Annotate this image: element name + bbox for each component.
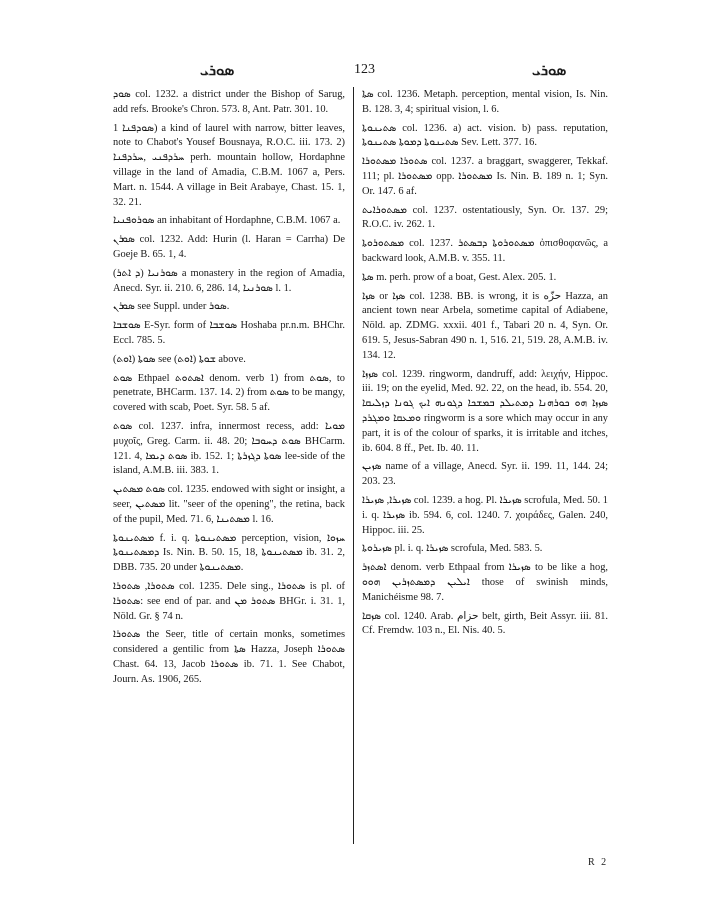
dictionary-entry: ܣܬܝܢܘܬܐ col. 1236. a) act. vision. b) pass. reputation, ܣܬܝܢܘܬܐ ܕܡܘܬܐ ܣܬܝܢܘܬܐ Sev. Lett. 377. 16. <box>362 122 608 149</box>
column-divider <box>353 87 354 844</box>
dictionary-entry: ܣܙܙܐ col. 1239. ringworm, dandruff, add: λειχήν, Hippoc. iii. 19; on the eyelid, Med. 92. 22, on the head, ib. 554. 20, ܣܙܙܐ ܗܘ ܟܘܪܗܢܐ ܕܡܬܝܠܕ ܒܡܫܟܐ ܕܓܘܢܗ ܐܝܟ ܓܘܢܐ ܕܙܠܝܩܐ ܘܡܥܩܐ ܘܡܓܪܕ ringworm is a sore which may occur in any part, it is of the colour of sparks, it is irritable and itches, ib. 604. 8 ff., Pet. Ib. 40. 11. <box>362 368 608 454</box>
page-number: 123 <box>354 62 375 77</box>
dictionary-entry: ܣܘܕ col. 1232. a district under the Bishop of Sarug, add refs. Brooke's Chron. 573. 8, Ant. Patr. 301. 10. <box>113 89 345 115</box>
left-column <box>113 88 345 691</box>
dictionary-entry: ܣܙܝܪܘܬܐ pl. i. q. ܣܙܝܪܐ scrofula, Med. 583. 5. <box>362 543 543 555</box>
dictionary-entry: ܣܘܕܦܢܐ 1) a kind of laurel with narrow, bitter leaves, note to Chabot's Yousef Bousnaya, R.O.C. iii. 173. 2) ܚܪܕܦܢܝ ,ܚܪܕܦܢܐ perh. mountain hollow, Hordaphne village in the land of Amadia, C.B.M. 1067 a, Pers. Mart. n. 1544. A village in Beit Arabaye, Chast. 15. 1, 32. 21. <box>113 122 345 208</box>
dictionary-entry: ܣܘܬ Ethpael ܐܣܬܘܬ denom. verb 1) from ܣܘܬ, to penetrate, BHCarm. 137. 14. 2) from ܣܘܬ to be mangy, covered with scab, Poet. Syr. 58. 5 af. <box>113 372 345 414</box>
dictionary-entry: ܣܘܪܢܝܐ (ܕ ܐܬܪ) a monastery in the region of Amadia, Anecd. Syr. ii. 210. 6, 286. 14, ܣܘܪܢܝܐ l. 1. <box>113 267 345 294</box>
dictionary-entry: ܣܙܝܢ name of a village, Anecd. Syr. ii. 199. 11, 144. 24; 203. 23. <box>362 461 608 488</box>
dictionary-entry: ܣܘܫܒܐ E-Syr. form of ܣܘܫܒܐ Hoshaba pr.n.m. BHChr. Eccl. 785. 5. <box>113 320 345 346</box>
dictionary-entry: ܣܘܬ col. 1237. infra, innermost recess, add: ܡܘܝܐ μυχοῖς, Greg. Carm. ii. 48. 20; ܣܘܬ ܕܚܘܒܐ BHCarm. 121. 4, ܣܘܬ ܕܝܡܐ ib. 152. 1; ܣܘܬܐ ܕܓܙܪܬܐ lee-side of the island, A.M.B. iii. 383. 1. <box>113 420 346 477</box>
dictionary-entry: ܡܣܬܘܪܐܝܬ col. 1237. ostentatiously, Syn. Or. 137. 29; R.O.C. iv. 262. 1. <box>362 204 608 231</box>
dictionary-entry: ܣܬܐ m. perh. prow of a boat, Gest. Alex. 205. 1. <box>362 271 557 283</box>
dictionary-entry: ܣܬܘܪܐ the Seer, title of certain monks, sometimes considered a gentilic from ܣܬܐ Hazza, Joseph ܣܬܘܪܐ Chast. 64. 13, Jacob ܣܬܘܪܐ ib. 71. 1. See Chabot, Journ. As. 1906, 265. <box>113 629 345 685</box>
running-head-right: ܣܘܪܝ <box>532 63 567 79</box>
dictionary-entry: ܣܘܪܘܦܢܝܐ an inhabitant of Hordaphne, C.B.M. 1067 a. <box>113 215 341 227</box>
page-header <box>108 62 640 82</box>
dictionary-entry: ܣܘܬܐ (ܐܘܬ) see ܫܘܬܐ (ܐܘܬ) above. <box>113 353 246 365</box>
signature-mark: R 2 <box>588 857 609 868</box>
dictionary-entry: ܣܘܪܢ col. 1232. Add: Hurin (l. Haran = Carrha) De Goeje B. 65. 1, 4. <box>113 234 345 260</box>
dictionary-entry: ܣܙܩܐ col. 1240. Arab. حزام belt, girth, Beit Assyr. iii. 81. Cf. Fremdw. 103 n., El. Nis. 40. 5. <box>362 610 609 637</box>
dictionary-entry: ܡܣܬܘܪܘܬܐ col. 1237. ܡܣܬܘܪܘܬܐ ܕܒܣܬܪ ὀπισθοφανῶς, a backward look, A.M.B. v. 355. 11. <box>362 238 609 264</box>
dictionary-entry: ܣܙܝܪܐ, ܣܙܝܪܐ col. 1239. a hog. Pl. ܣܙܝܪܐ scrofula, Med. 50. 1 i. q. ܣܙܝܪܐ ib. 594. 6, col. 1240. 7. χοιράδες, Galen. 240, Hippoc. iii. 25. <box>362 494 608 536</box>
right-column <box>362 88 608 643</box>
dictionary-entry: ܣܘܪܢ see Suppl. under ܣܘܪ. <box>113 301 230 313</box>
dictionary-entry: ܣܙܐ or ܣܙܐ col. 1238. BB. is wrong, it is حزّه Hazza, an ancient town near Arbela, sometime capital of Adiabene, Nöld. ap. ZDMG. xxxii. 401 f., Tabari 20 n. 4, Syn. Or. 619. 5, Jesus-Sabran 490 n. 1, 516. 21, 519. 28, A.M.B. iv. 134. 12. <box>362 290 608 361</box>
dictionary-entry: ܐܣܬܙܪ denom. verb Ethpaal from ܣܙܝܪܐ to be like a hog, ܐܝܠܝܢ ܕܡܣܬܙܪܝܢ ܗܘܘ those of swinish minds, Manichéisme 98. 7. <box>362 562 608 603</box>
dictionary-entry: ܣܘܬ ܡܣܬܝܢ col. 1235. endowed with sight or insight, a seer, ܡܣܬܝܢ lit. "seer of the opening", the retina, back of the pupil, Med. 71. 6, ܡܣܬܝܢܐ l. 16. <box>113 484 346 525</box>
dictionary-entry: ܣܬܘܪܐ, ܣܬܘܪܐ col. 1235. Dele sing., ܣܬܘܪܐ is pl. of ܣܬܘܪܐ: see end of par. and ܣܬܘܪ ܡܢ BHGr. i. 31. 1, Nöld. Gr. § 74 n. <box>113 580 346 622</box>
dictionary-entry: ܡܣܬܝܢܘܬܐ f. i. q. ܡܣܬܝܢܘܬܐ perception, vision, ܚܙܘܐ ܕܡܣܬܝܢܘܬܐ Is. Nin. B. 50. 15, 18, ܡܣܬܝܢܘܬܐ ib. 31. 2, DBB. 735. 20 under ܡܣܬܝܢܘܬܐ. <box>113 532 345 574</box>
dictionary-entry: ܣܬܐ col. 1236. Metaph. perception, mental vision, Is. Nin. B. 128. 3, 4; spiritual vision, l. 6. <box>362 89 608 115</box>
dictionary-entry: ܣܬܘܪܐ ܡܣܬܘܪܐ col. 1237. a braggart, swaggerer, Tekkaf. 111; pl. ܡܣܬܘܪܐ opp. ܡܣܬܘܪܐ Is. Nin. B. 189 n. 1; Syn. Or. 147. 6 af. <box>362 156 608 197</box>
running-head-left: ܣܘܪܝ <box>200 63 235 79</box>
